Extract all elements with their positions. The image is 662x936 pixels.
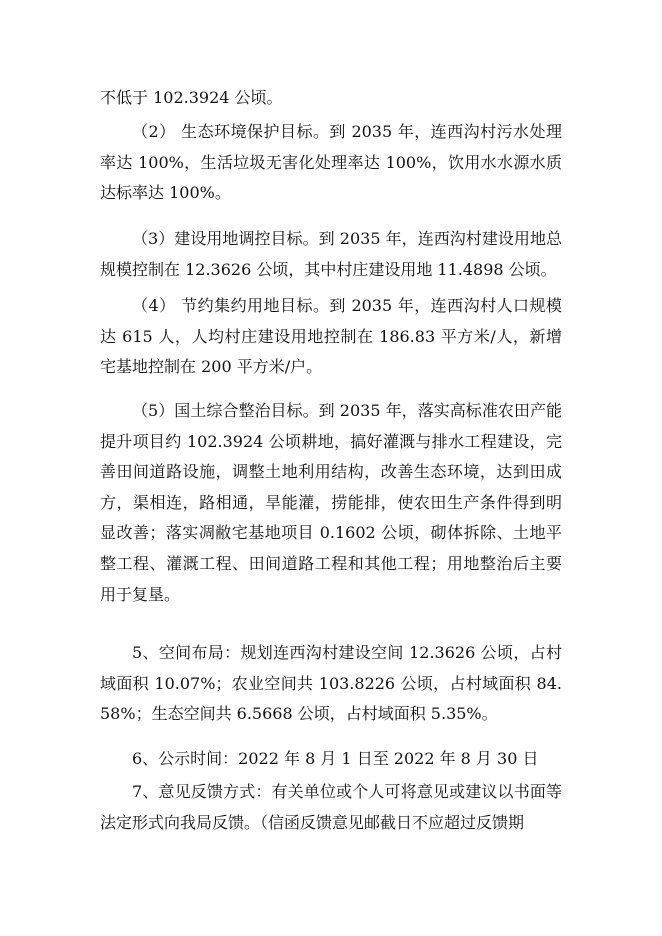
- paragraph-publicity-time: 6、公示时间：2022 年 8 月 1 日至 2022 年 8 月 30 日: [132, 749, 539, 768]
- paragraph-land-consolidation-target: （5）国土综合整治目标。到 2035 年，落实高标准农田产能提升项目约 102.3924 公顷耕地，搞好灌溉与排水工程建设，完善田间道路设施，调整土地利用结构，改善生态环境，达到田成方，渠相连，路相通，旱能灌，捞能排，使农田生产条件得到明显改善；落实凋敝宅基地项目 0.1602 公顷，砌体拆除、土地平整工程、灌溉工程、田间道路工程和其他工程；用地整治后主要用于复垦。: [100, 401, 562, 604]
- paragraph-spatial-layout: 5、空间布局：规划连西沟村建设空间 12.3626 公顷，占村域面积 10.07%；农业空间共 103.8226 公顷，占村域面积 84.58%；生态空间共 6.5668 公顷，占村域面积 5.35%。: [100, 643, 562, 724]
- paragraph-ecological-target: （2） 生态环境保护目标。到 2035 年，连西沟村污水处理率达 100%，生活垃圾无害化处理率达 100%，饮用水水源水质达标率达 100%。: [100, 122, 562, 203]
- paragraph-construction-land-target: （3）建设用地调控目标。到 2035 年，连西沟村建设用地总规模控制在 12.3626 公顷，其中村庄建设用地 11.4898 公顷。: [100, 229, 562, 279]
- paragraph-land-saving-target: （4） 节约集约用地目标。到 2035 年，连西沟村人口规模达 615 人，人均村庄建设用地控制在 186.83 平方米/人，新增宅基地控制在 200 平方米/户。: [100, 296, 562, 377]
- paragraph-feedback-method: 7、意见反馈方式：有关单位或个人可将意见或建议以书面等法定形式向我局反馈。（信函反馈意见邮截日不应超过反馈期: [100, 782, 562, 832]
- paragraph-continuation: 不低于 102.3924 公顷。: [100, 88, 283, 107]
